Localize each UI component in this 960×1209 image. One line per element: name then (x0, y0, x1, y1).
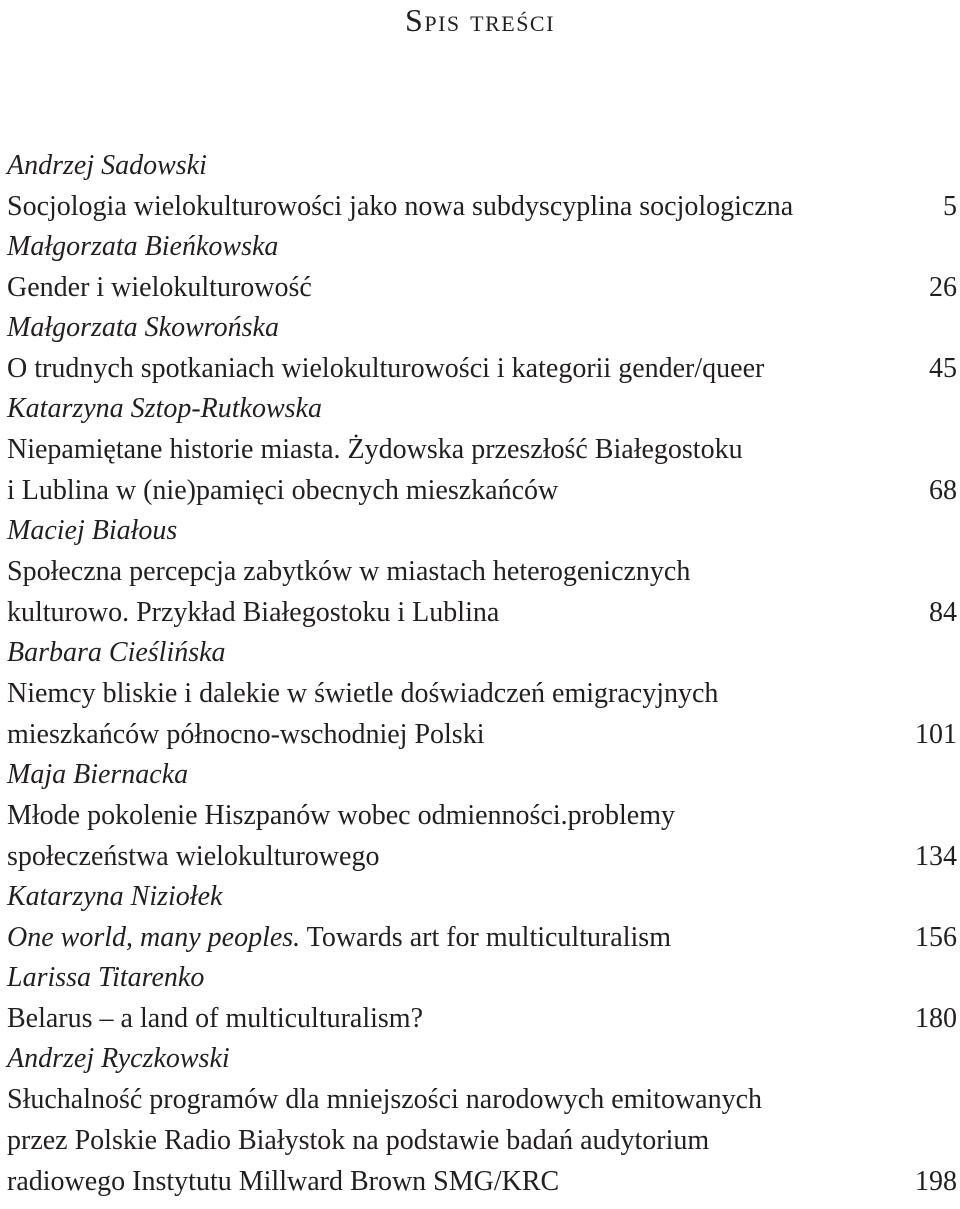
entry-title-text: Gender i wielokulturowość (7, 272, 312, 303)
entry-title-last-line (7, 1161, 957, 1202)
entry-page-number: 101 (915, 719, 957, 750)
entry-page-number: 68 (929, 475, 957, 506)
toc-list (7, 146, 957, 1202)
entry-author: Katarzyna Sztop-Rutkowska (7, 393, 322, 424)
entry-author: Andrzej Ryczkowski (7, 1043, 230, 1074)
entry-title-line: Niepamiętane historie miasta. Żydowska przeszłość Białegostoku (7, 434, 743, 465)
toc-entry (7, 511, 957, 633)
entry-page-number: 198 (915, 1166, 957, 1197)
toc-entry (7, 227, 957, 308)
toc-entry (7, 146, 957, 227)
entry-title-last-line (7, 348, 957, 389)
entry-author: Katarzyna Niziołek (7, 881, 223, 912)
entry-title-text: społeczeństwa wielokulturowego (7, 841, 380, 872)
entry-author: Małgorzata Bieńkowska (7, 231, 279, 262)
entry-title-last-line (7, 470, 957, 511)
entry-page-number: 5 (943, 191, 957, 222)
entry-page-number: 180 (915, 1003, 957, 1034)
toc-entry (7, 1039, 957, 1202)
toc-entry (7, 877, 957, 958)
toc-entry (7, 755, 957, 877)
entry-author: Barbara Cieślińska (7, 637, 226, 668)
entry-title-line: przez Polskie Radio Białystok na podstawie badań audytorium (7, 1125, 710, 1156)
entry-page-number: 134 (915, 841, 957, 872)
entry-author: Małgorzata Skowrońska (7, 312, 279, 343)
entry-title-text: Socjologia wielokulturowości jako nowa subdyscyplina socjologiczna (7, 191, 794, 222)
entry-author: Maciej Białous (7, 515, 178, 546)
toc-entry (7, 389, 957, 511)
entry-title-line: Młode pokolenie Hiszpanów wobec odmienności.problemy (7, 800, 675, 831)
entry-page-number: 45 (929, 353, 957, 384)
entry-title-last-line (7, 917, 957, 958)
entry-title-text: i Lublina w (nie)pamięci obecnych mieszkańców (7, 475, 559, 506)
entry-title-last-line (7, 998, 957, 1039)
entry-author: Larissa Titarenko (7, 962, 205, 993)
entry-page-number: 26 (929, 272, 957, 303)
entry-title-text: O trudnych spotkaniach wielokulturowości i kategorii gender/queer (7, 353, 765, 384)
entry-title-line: Społeczna percepcja zabytków w miastach heterogenicznych (7, 556, 691, 587)
entry-author: Andrzej Sadowski (7, 150, 207, 181)
entry-page-number: 156 (915, 922, 957, 953)
entry-title-text: radiowego Instytutu Millward Brown SMG/KRC (7, 1166, 560, 1197)
entry-title-last-line (7, 267, 957, 308)
entry-title-last-line (7, 592, 957, 633)
entry-author: Maja Biernacka (7, 759, 189, 790)
entry-title-text: Towards art for multiculturalism (300, 922, 671, 953)
entry-page-number: 84 (929, 597, 957, 628)
entry-title-text: kulturowo. Przykład Białegostoku i Lublina (7, 597, 500, 628)
toc-entry (7, 633, 957, 755)
entry-title-text: mieszkańców północno-wschodniej Polski (7, 719, 485, 750)
page-title: Spis treści (405, 2, 555, 38)
entry-title-last-line (7, 714, 957, 755)
toc-entry (7, 308, 957, 389)
entry-title-italic: One world, many peoples. (7, 922, 301, 953)
entry-title-last-line (7, 186, 957, 227)
entry-title-line: Niemcy bliskie i dalekie w świetle doświadczeń emigracyjnych (7, 678, 719, 709)
toc-entry (7, 958, 957, 1039)
entry-title-line: Słuchalność programów dla mniejszości narodowych emitowanych (7, 1084, 763, 1115)
entry-title-last-line (7, 836, 957, 877)
entry-title-text: Belarus – a land of multiculturalism? (7, 1003, 424, 1034)
